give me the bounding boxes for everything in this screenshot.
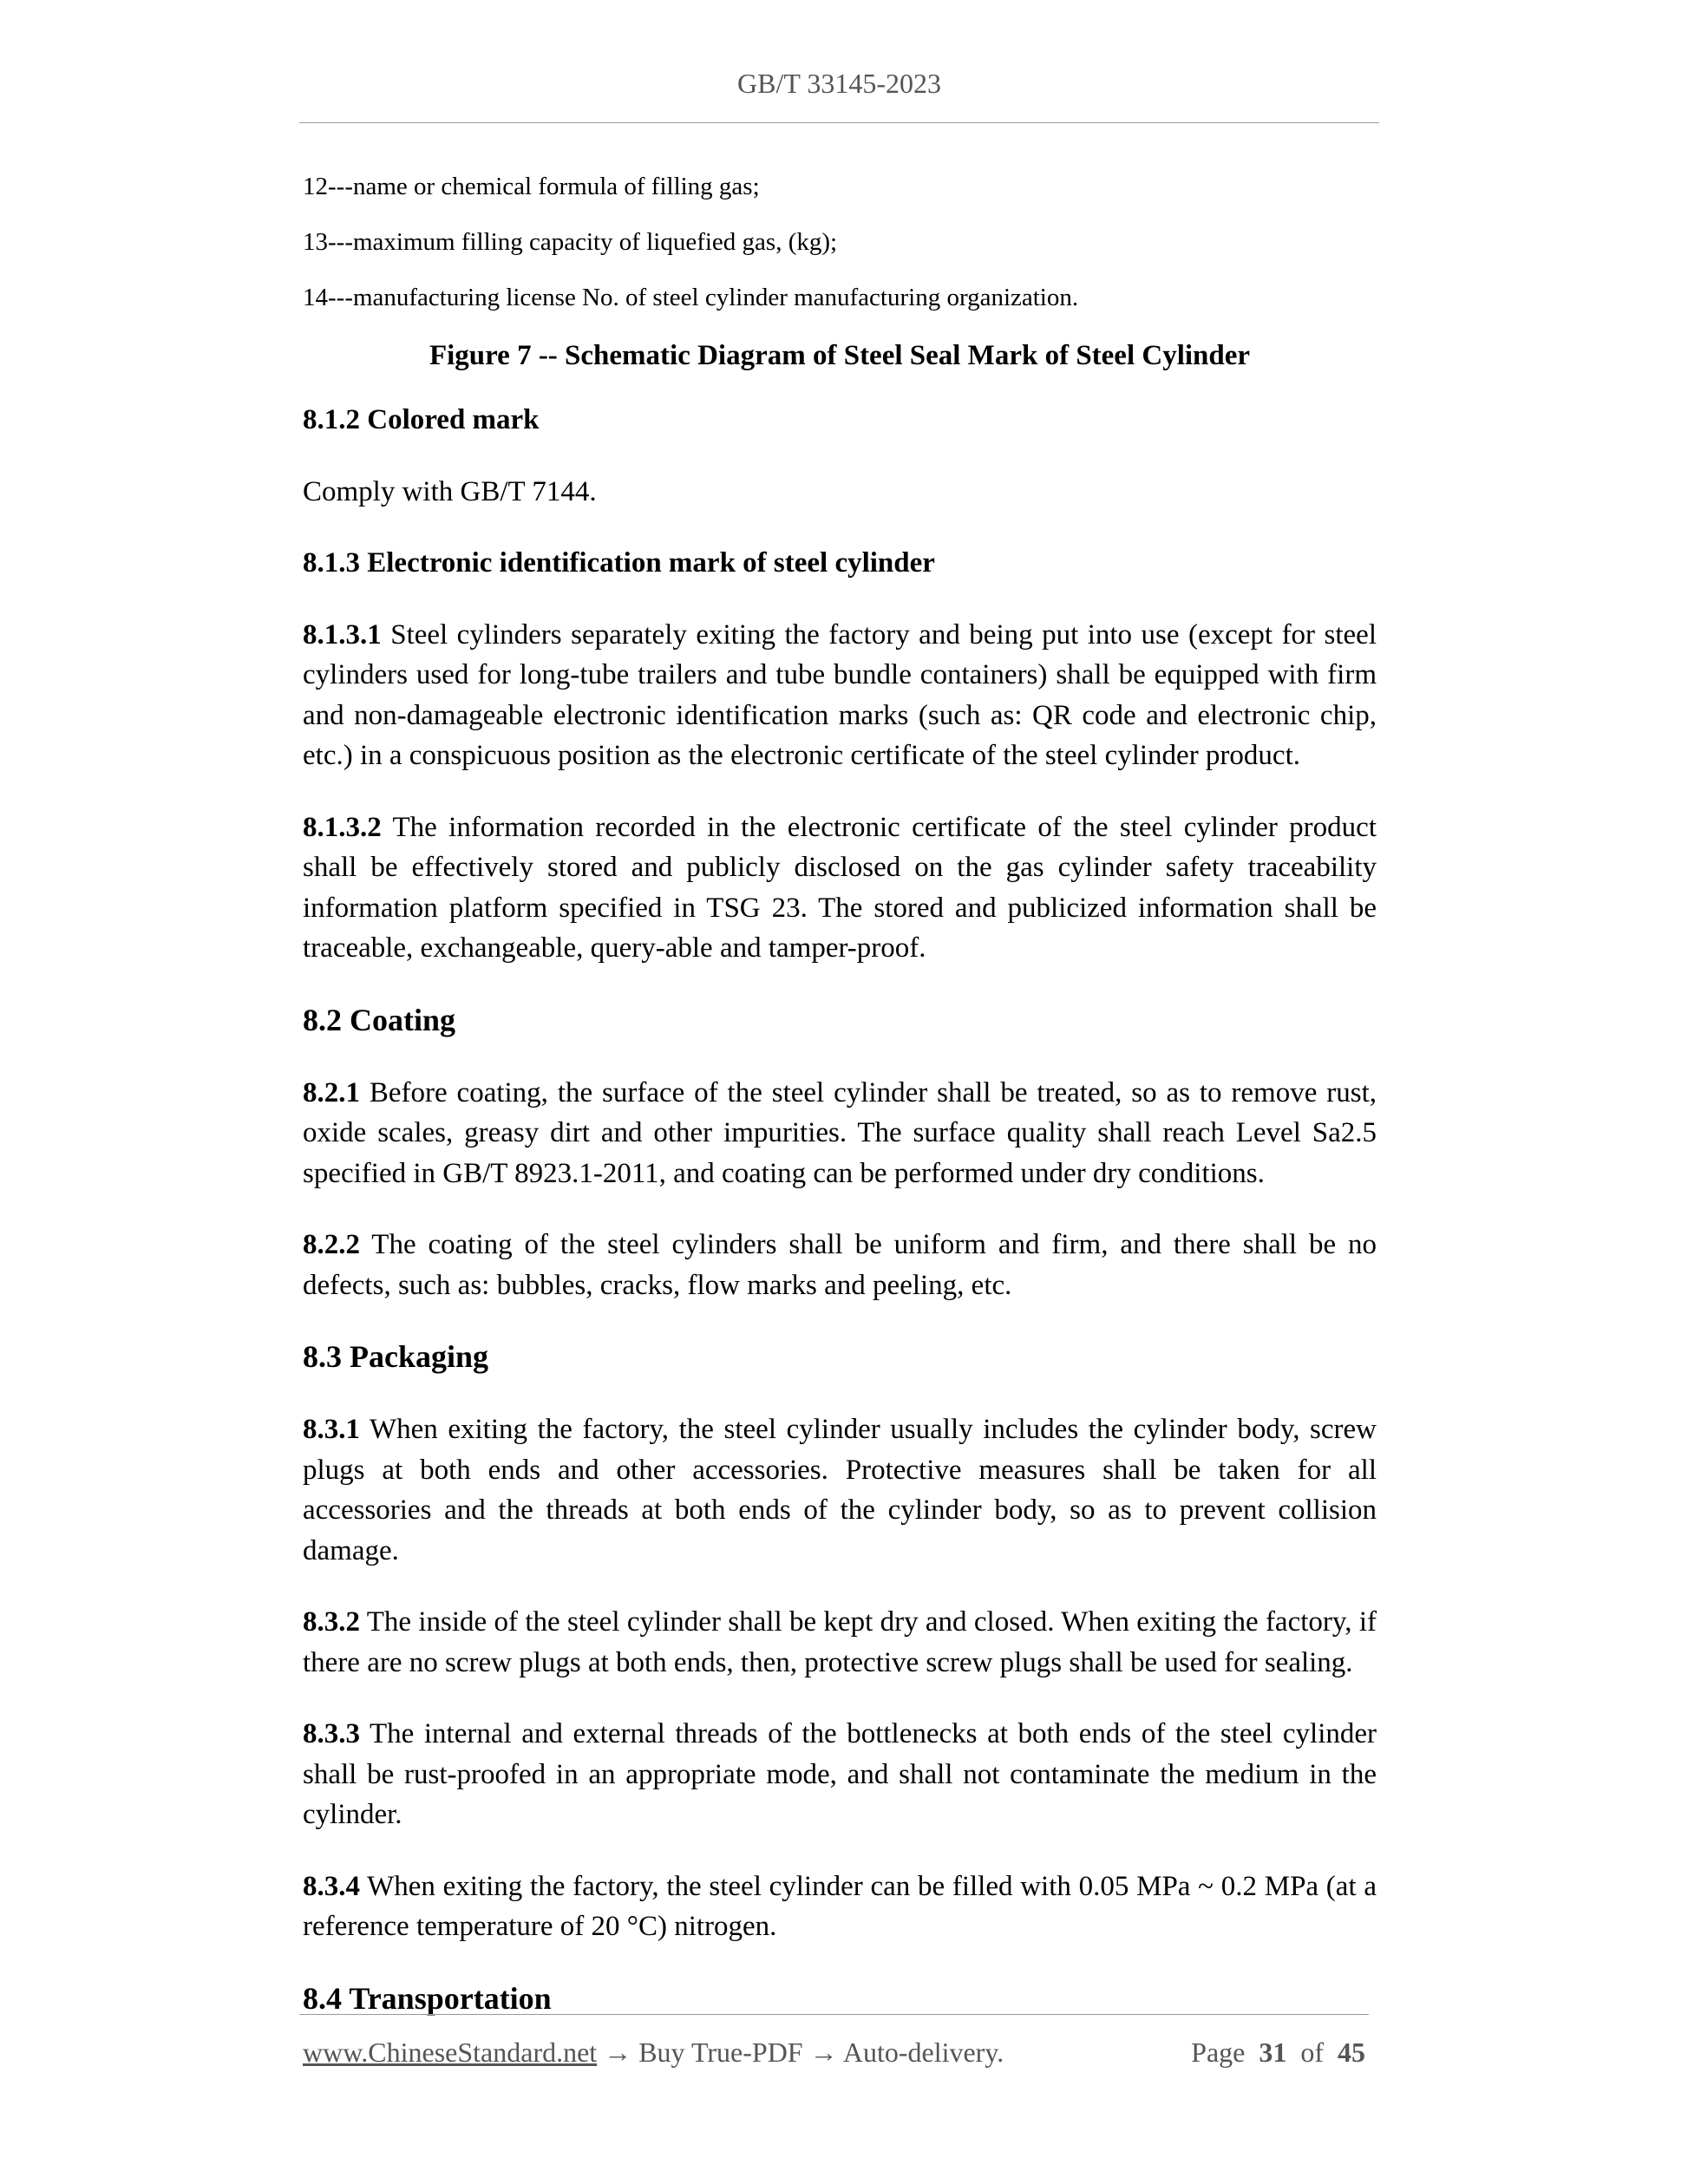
page-of-label: of <box>1300 2037 1324 2068</box>
chinesestandard-link[interactable]: www.ChineseStandard.net <box>303 2037 598 2068</box>
page-label: Page <box>1191 2037 1246 2068</box>
clause-text: When exiting the factory, the steel cylinder usually includes the cylinder body, screw plugs at both ends and other accessories. Protective measures shall be taken for all accessories and the threads at both ends of the cylinder body, so as to prevent collision damage. <box>303 1414 1377 1566</box>
clause-number: 8.1.3.2 <box>303 811 382 843</box>
footer-promo <box>303 2035 1004 2070</box>
paragraph-8-3-2 <box>303 1602 1377 1683</box>
clause-number: 8.3.4 <box>303 1870 360 1902</box>
clause-number: 8.3.1 <box>303 1414 360 1445</box>
heading-8-4: 8.4 Transportation <box>303 1980 552 2016</box>
clause-number: 8.2.2 <box>303 1229 360 1260</box>
clause-number: 8.1.3.1 <box>303 618 382 651</box>
clause-number: 8.2.1 <box>303 1076 360 1108</box>
page-total: 45 <box>1338 2037 1365 2068</box>
figure-legend-item-14: 14---manufacturing license No. of steel cylinder manufacturing organization. <box>303 284 1079 311</box>
clause-text: The coating of the steel cylinders shall be uniform and firm, and there shall be no defects, such as: bubbles, cracks, flow marks and peeling, etc. <box>303 1229 1377 1301</box>
page-content <box>303 170 1377 2051</box>
clause-text: The internal and external threads of the bottlenecks at both ends of the steel cylinder shall be rust-proofed in an appropriate mode, and shall not contaminate the medium in the cylinder. <box>303 1718 1377 1830</box>
heading-8-1-2: 8.1.2 Colored mark <box>303 404 540 435</box>
figure-legend-item-13: 13---maximum filling capacity of liquefied gas, (kg); <box>303 228 838 256</box>
page-number <box>1191 2035 1365 2070</box>
paragraph-8-2-1 <box>303 1073 1377 1194</box>
clause-text: The information recorded in the electronic certificate of the steel cylinder product shall be effectively stored and publicly disclosed on the gas cylinder safety traceability information platform specified in TSG 23. The stored and publicized information shall be traceable, exchangeable, query-able and tamper-proof. <box>303 811 1377 964</box>
clause-text: Before coating, the surface of the steel cylinder shall be treated, so as to remove rust, oxide scales, greasy dirt and other impurities. The surface quality shall reach Level Sa2.5 specified in GB/T 8923.1-2011, and coating can be performed under dry conditions. <box>303 1076 1377 1189</box>
paragraph-8-1-3-1 <box>303 615 1377 776</box>
clause-number: 8.3.2 <box>303 1606 360 1638</box>
heading-8-2: 8.2 Coating <box>303 1002 456 1037</box>
page-header-doc-code: GB/T 33145-2023 <box>737 68 941 99</box>
footer-promo-text: → Buy True-PDF → Auto-delivery. <box>597 2037 1004 2068</box>
clause-number: 8.3.3 <box>303 1718 360 1749</box>
page-current: 31 <box>1259 2037 1287 2068</box>
header-divider <box>299 122 1379 123</box>
heading-8-3: 8.3 Packaging <box>303 1339 489 1374</box>
clause-text: The inside of the steel cylinder shall be kept dry and closed. When exiting the factory, if there are no screw plugs at both ends, then, protective screw plugs shall be used for sealing. <box>303 1606 1377 1678</box>
clause-text: Steel cylinders separately exiting the factory and being put into use (except for steel cylinders used for long-tube trailers and tube bundle containers) shall be equipped with firm and non-damageable electronic identification marks (such as: QR code and electronic chip, etc.) in a conspicuous position as the electronic certificate of the steel cylinder product. <box>303 618 1377 771</box>
figure-legend-item-12: 12---name or chemical formula of filling gas; <box>303 173 760 200</box>
paragraph-8-1-3-2 <box>303 808 1377 969</box>
paragraph-8-1-2: Comply with GB/T 7144. <box>303 476 597 507</box>
paragraph-8-3-4 <box>303 1867 1377 1947</box>
paragraph-8-3-3 <box>303 1714 1377 1835</box>
paragraph-8-3-1 <box>303 1409 1377 1571</box>
clause-text: When exiting the factory, the steel cylinder can be filled with 0.05 MPa ~ 0.2 MPa (at a reference temperature of 20 °C) nitrogen. <box>303 1870 1377 1942</box>
paragraph-8-2-2 <box>303 1225 1377 1305</box>
footer-divider <box>299 2014 1369 2015</box>
figure-caption: Figure 7 -- Schematic Diagram of Steel Seal Mark of Steel Cylinder <box>429 340 1251 371</box>
heading-8-1-3: 8.1.3 Electronic identification mark of steel cylinder <box>303 546 935 579</box>
